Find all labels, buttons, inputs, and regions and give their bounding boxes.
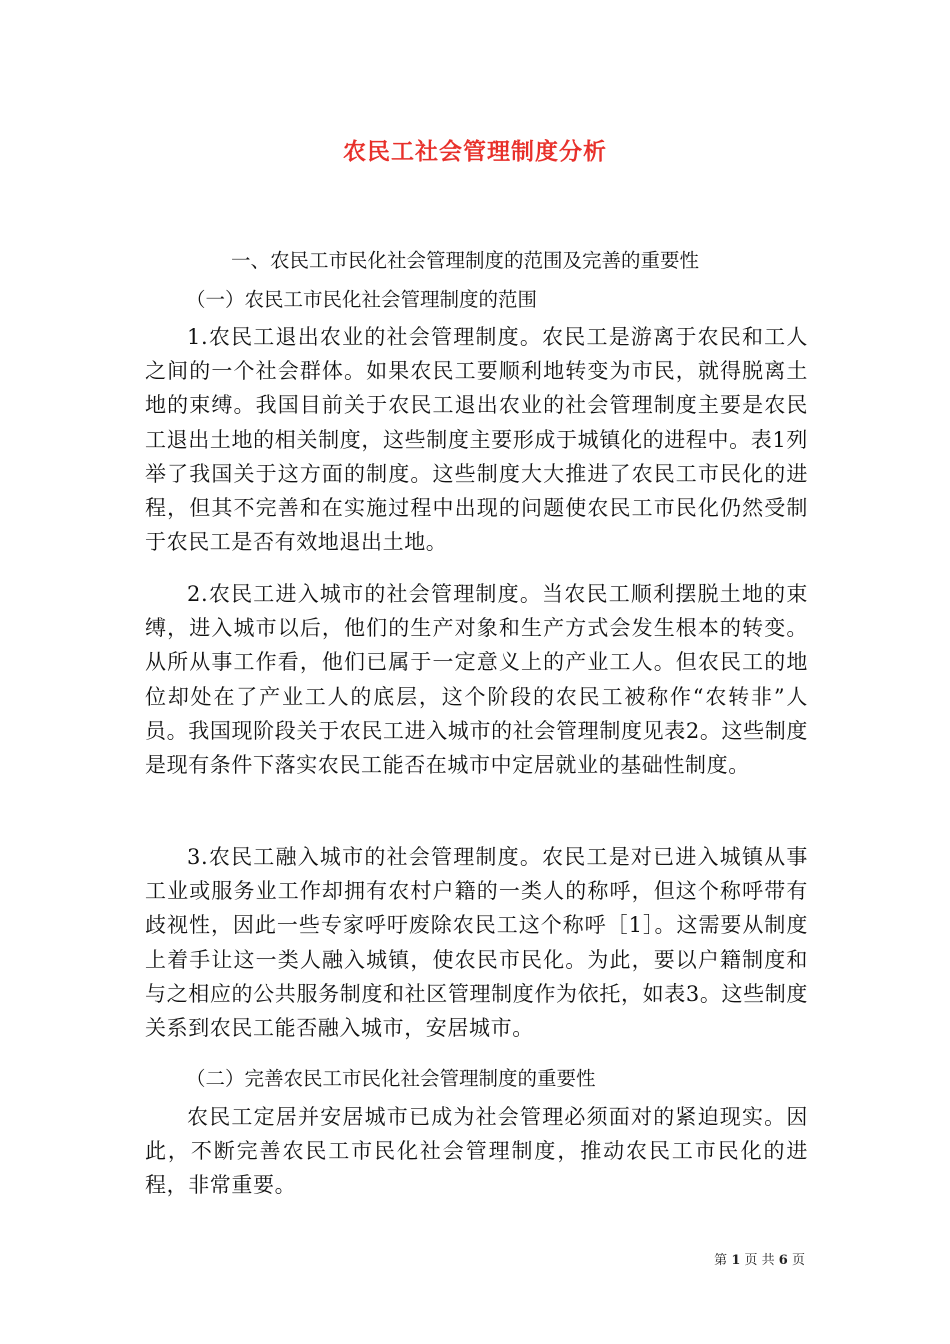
footer-total-pages: 6 — [778, 1253, 788, 1268]
footer-prefix: 第 — [714, 1253, 728, 1268]
footer-middle: 页 共 — [744, 1253, 775, 1268]
document-title: 农民工社会管理制度分析 — [343, 138, 607, 165]
page-footer — [714, 1249, 805, 1268]
paragraph-exit-agriculture: 1.农民工退出农业的社会管理制度。农民工是游离于农民和工人之间的一个社会群体。如果农民工要顺利地转变为市民，就得脱离土地的束缚。我国目前关于农民工退出农业的社会管理制度主要是农民工退出土地的相关制度，这些制度主要形成于城镇化的进程中。表1列举了我国关于这方面的制度。这些制度大大推进了农民工市民化的进程，但其不完善和在实施过程中出现的问题使农民工市民化仍然受制于农民工是否有效地退出土地。 — [145, 325, 808, 555]
paragraph-importance: 农民工定居并安居城市已成为社会管理必须面对的紧迫现实。因此，不断完善农民工市民化社会管理制度，推动农民工市民化的进程，非常重要。 — [145, 1105, 808, 1198]
section-heading: 一、农民工市民化社会管理制度的范围及完善的重要性 — [231, 249, 700, 272]
paragraph-enter-city: 2.农民工进入城市的社会管理制度。当农民工顺利摆脱土地的束缚，进入城市以后，他们的生产对象和生产方式会发生根本的转变。从所从事工作看，他们已属于一定意义上的产业工人。但农民工的地位却处在了产业工人的底层，这个阶段的农民工被称作“农转非”人员。我国现阶段关于农民工进入城市的社会管理制度见表2。这些制度是现有条件下落实农民工能否在城市中定居就业的基础性制度。 — [145, 582, 808, 778]
subheading-importance: （二）完善农民工市民化社会管理制度的重要性 — [186, 1067, 596, 1090]
subheading-scope: （一）农民工市民化社会管理制度的范围 — [186, 288, 538, 311]
footer-current-page: 1 — [731, 1253, 741, 1268]
paragraph-integrate-city: 3.农民工融入城市的社会管理制度。农民工是对已进入城镇从事工业或服务业工作却拥有农村户籍的一类人的称呼，但这个称呼带有歧视性，因此一些专家呼吁废除农民工这个称呼［1］。这需要从制度上着手让这一类人融入城镇，使农民市民化。为此，要以户籍制度和与之相应的公共服务制度和社区管理制度作为依托，如表3。这些制度关系到农民工能否融入城市，安居城市。 — [145, 845, 808, 1041]
footer-suffix: 页 — [791, 1253, 805, 1268]
